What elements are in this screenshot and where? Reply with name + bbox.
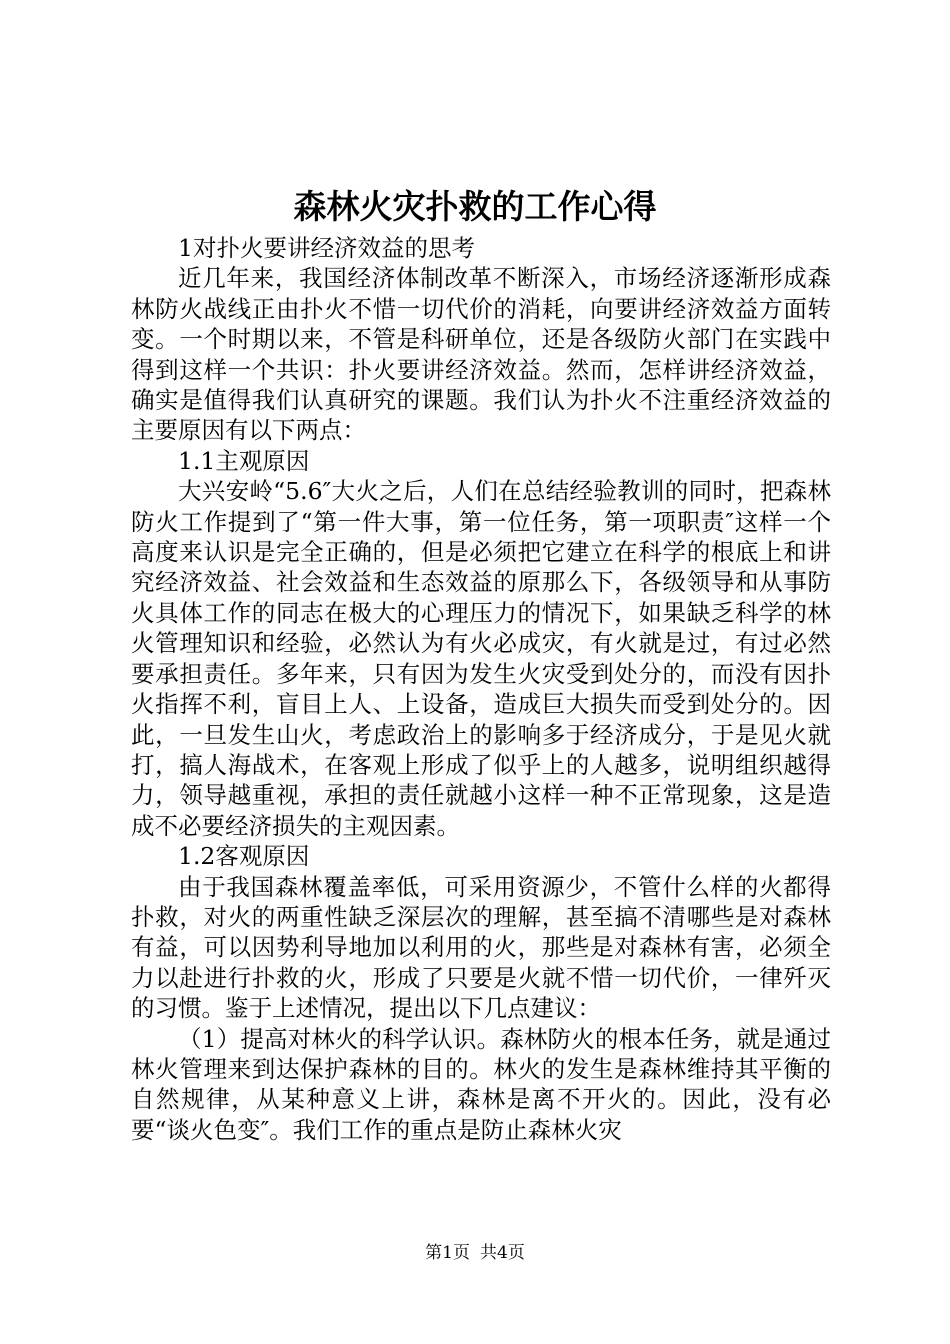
section-heading-1: 1对扑火要讲经济效益的思考 bbox=[178, 234, 475, 262]
paragraph-objective-cause: 由于我国森林覆盖率低，可采用资源少，不管什么样的火都得扑救，对火的两重性缺乏深层次的理解，甚至搞不清哪些是对森林有益，可以因势利导地加以利用的火，那些是对森林有害，必须全力以赴进行扑救的火，形成了只要是火就不惜一切代价，一律歼灭的习惯。鉴于上述情况，提出以下几点建议： bbox=[131, 872, 831, 1023]
page-number-current: 第1页 bbox=[425, 1243, 470, 1263]
section-heading-1-2: 1.2客观原因 bbox=[178, 842, 310, 871]
page-footer bbox=[0, 1241, 950, 1265]
paragraph-intro: 近几年来，我国经济体制改革不断深入，市场经济逐渐形成森林防火战线正由扑火不惜一切代价的消耗，向要讲经济效益方面转变。一个时期以来，不管是科研单位，还是各级防火部门在实践中得到这样一个共识：扑火要讲经济效益。然而，怎样讲经济效益，确实是值得我们认真研究的课题。我们认为扑火不注重经济效益的主要原因有以下两点： bbox=[131, 264, 831, 445]
paragraph-subjective-cause: 大兴安岭“5.6″大火之后，人们在总结经验教训的同时，把森林防火工作提到了“第一件大事，第一位任务，第一项职责″这样一个高度来认识是完全正确的，但是必须把它建立在科学的根底上和讲究经济效益、社会效益和生态效益的原那么下，各级领导和从事防火具体工作的同志在极大的心理压力的情况下，如果缺乏科学的林火管理知识和经验，必然认为有火必成灾，有火就是过，有过必然要承担责任。多年来，只有因为发生火灾受到处分的，而没有因扑火指挥不利，盲目上人、上设备，造成巨大损失而受到处分的。因此，一旦发生山火，考虑政治上的影响多于经济成分，于是见火就打，搞人海战术，在客观上形成了似乎上的人越多，说明组织越得力，领导越重视，承担的责任就越小这样一种不正常现象，这是造成不必要经济损失的主观因素。 bbox=[131, 477, 831, 840]
page-number-total: 共4页 bbox=[480, 1243, 525, 1263]
document-body bbox=[131, 233, 831, 1145]
section-heading-1-1: 1.1主观原因 bbox=[178, 446, 310, 475]
document-title: 森林火灾扑救的工作心得 bbox=[293, 187, 657, 226]
paragraph-suggestion-1: （1）提高对林火的科学认识。森林防火的根本任务，就是通过林火管理来到达保护森林的目的。林火的发生是森林维持其平衡的自然规律，从某种意义上讲，森林是离不开火的。因此，没有必要“谈火色变″。我们工作的重点是防止森林火灾 bbox=[131, 1024, 831, 1144]
